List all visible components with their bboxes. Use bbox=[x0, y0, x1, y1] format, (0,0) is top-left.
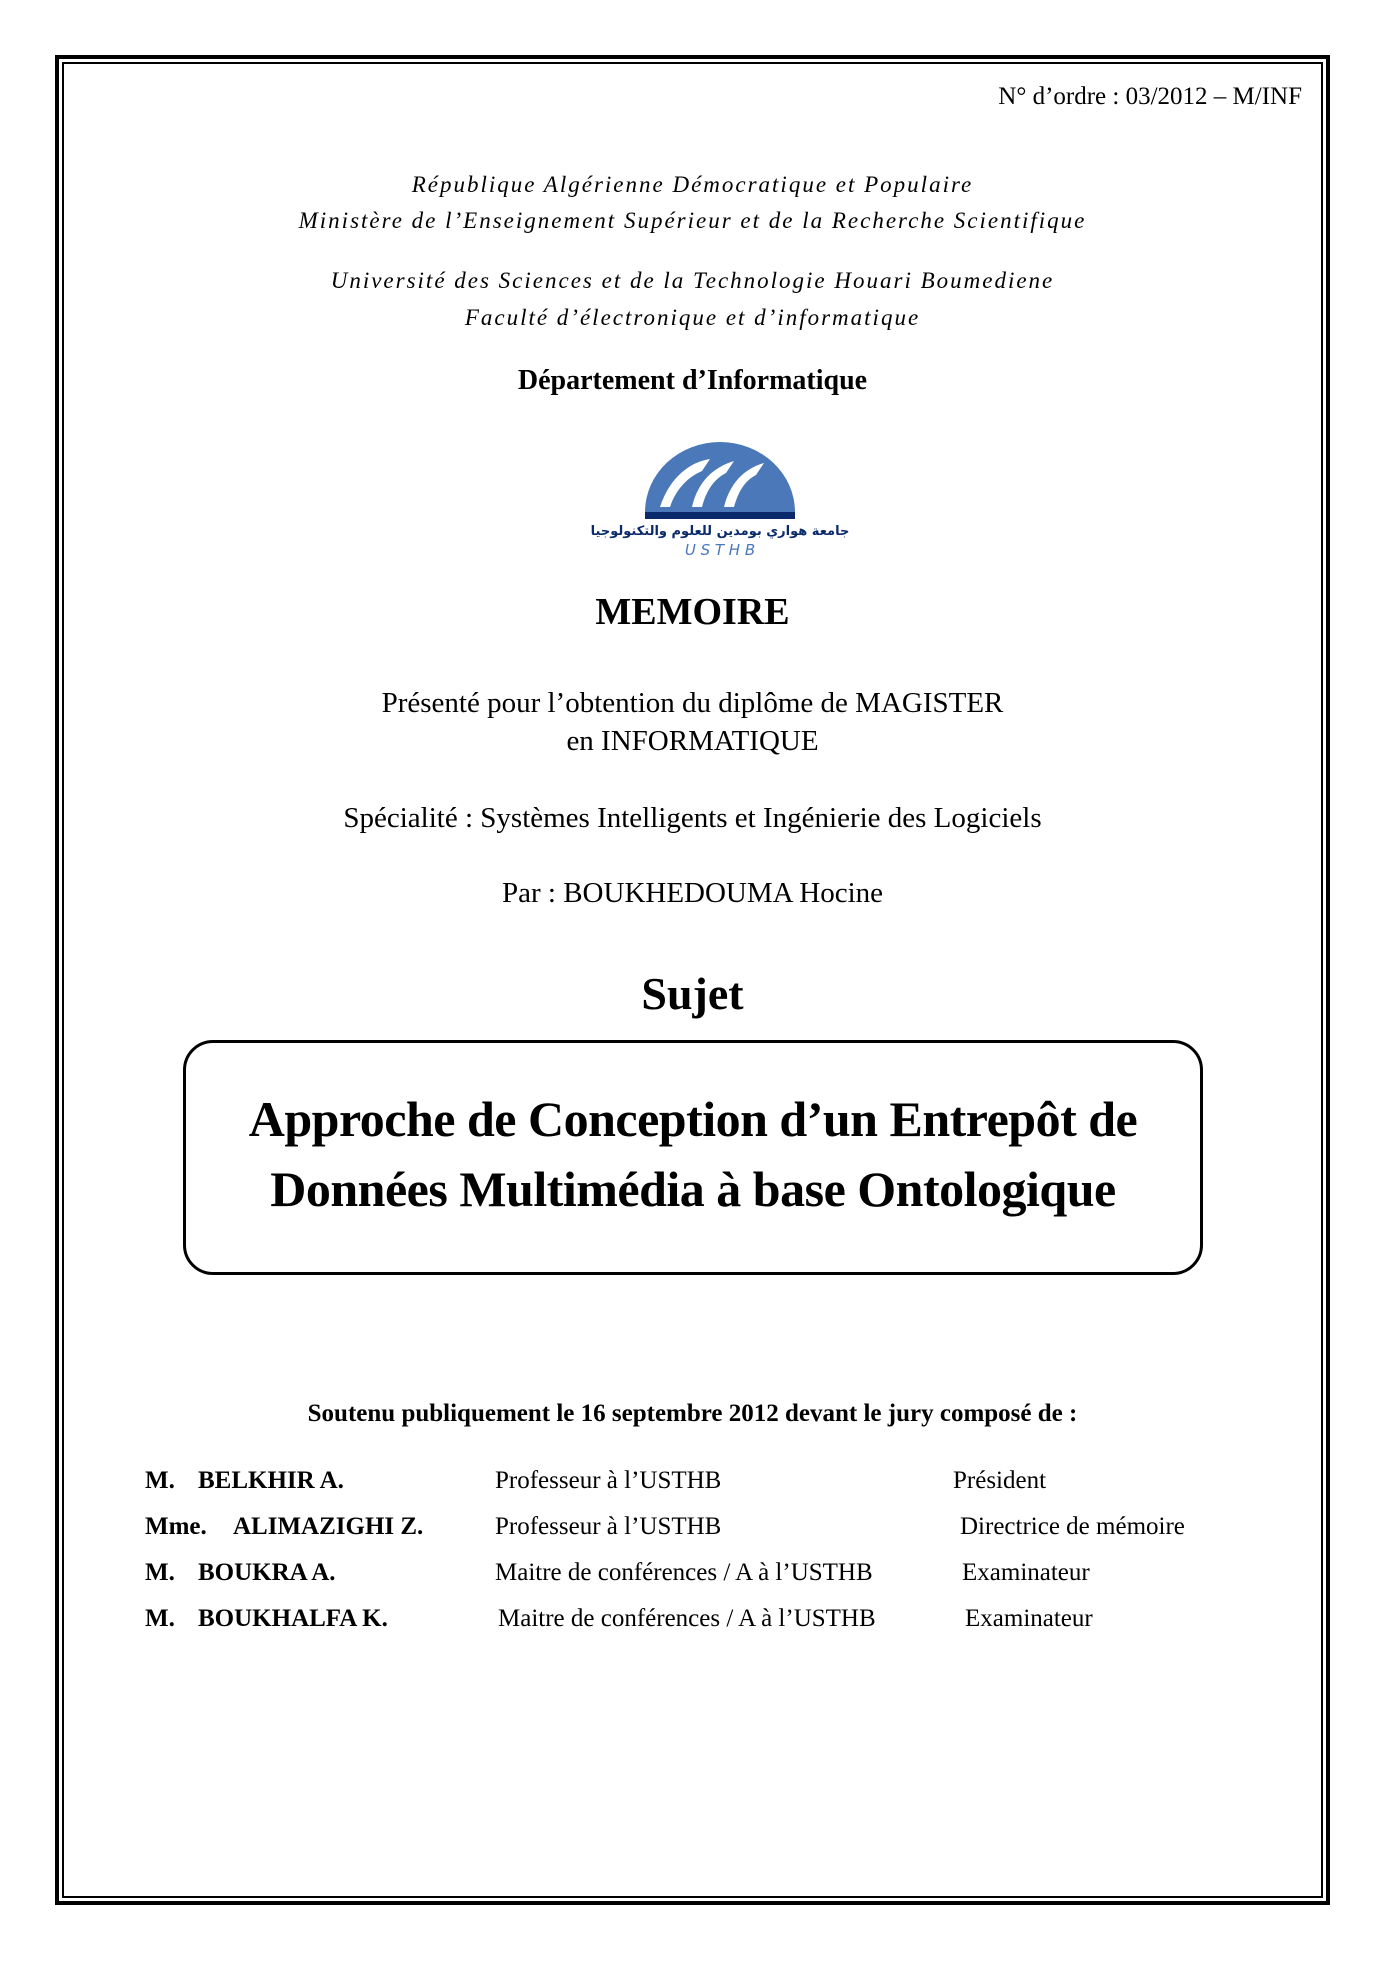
diploma-line-1: Présenté pour l’obtention du diplôme de MAGISTER bbox=[381, 687, 1004, 719]
defense-statement: Soutenu publiquement le 16 septembre 2012 devant le jury composé de : bbox=[307, 1400, 1078, 1427]
jury-role: Président bbox=[953, 1467, 1047, 1494]
jury-title: M. bbox=[145, 1467, 175, 1494]
diploma-line-2: en INFORMATIQUE bbox=[566, 725, 819, 757]
department-name: Département d’Informatique bbox=[517, 365, 868, 396]
usthb-logo-graphic bbox=[590, 437, 850, 562]
jury-role: Examinateur bbox=[962, 1559, 1090, 1586]
thesis-title-line-1: Approche de Conception d’un Entrepôt de bbox=[248, 1091, 1138, 1147]
logo-latin-text: U S T H B bbox=[684, 541, 756, 559]
jury-position: Maitre de conférences / A à l’USTHB bbox=[495, 1559, 873, 1586]
header-ministry: Ministère de l’Enseignement Supérieur et de la Recherche Scientifique bbox=[298, 208, 1087, 233]
header-faculty: Faculté d’électronique et d’informatique bbox=[464, 305, 921, 330]
university-logo bbox=[590, 437, 850, 562]
logo-arabic-text: جامعة هواري بومدين للعلوم والتكنولوجيا bbox=[590, 524, 850, 539]
jury-name: BELKHIR A. bbox=[198, 1467, 344, 1494]
subject-heading: Sujet bbox=[641, 968, 744, 1019]
header-republic: République Algérienne Démocratique et Populaire bbox=[411, 172, 974, 197]
jury-name: BOUKHALFA K. bbox=[198, 1605, 388, 1632]
jury-role: Examinateur bbox=[965, 1605, 1093, 1632]
jury-name: ALIMAZIGHI Z. bbox=[233, 1513, 424, 1540]
jury-title: M. bbox=[145, 1605, 175, 1632]
jury-title: Mme. bbox=[145, 1513, 207, 1540]
thesis-title-line-2: Données Multimédia à base Ontologique bbox=[270, 1161, 1116, 1217]
jury-position: Professeur à l’USTHB bbox=[495, 1513, 722, 1540]
jury-title: M. bbox=[145, 1559, 175, 1586]
logo-base-bar bbox=[645, 512, 795, 519]
jury-role: Directrice de mémoire bbox=[960, 1513, 1185, 1540]
author: Par : BOUKHEDOUMA Hocine bbox=[502, 877, 883, 909]
jury-position: Professeur à l’USTHB bbox=[495, 1467, 722, 1494]
header-university: Université des Sciences et de la Technologie Houari Boumediene bbox=[330, 268, 1055, 293]
title-frame bbox=[183, 1040, 1203, 1275]
jury-position: Maitre de conférences / A à l’USTHB bbox=[498, 1605, 876, 1632]
order-number: N° d’ordre : 03/2012 – M/INF bbox=[998, 83, 1302, 110]
speciality: Spécialité : Systèmes Intelligents et Ingénierie des Logiciels bbox=[343, 802, 1042, 834]
jury-name: BOUKRA A. bbox=[198, 1559, 336, 1586]
document-type: MEMOIRE bbox=[595, 591, 790, 633]
